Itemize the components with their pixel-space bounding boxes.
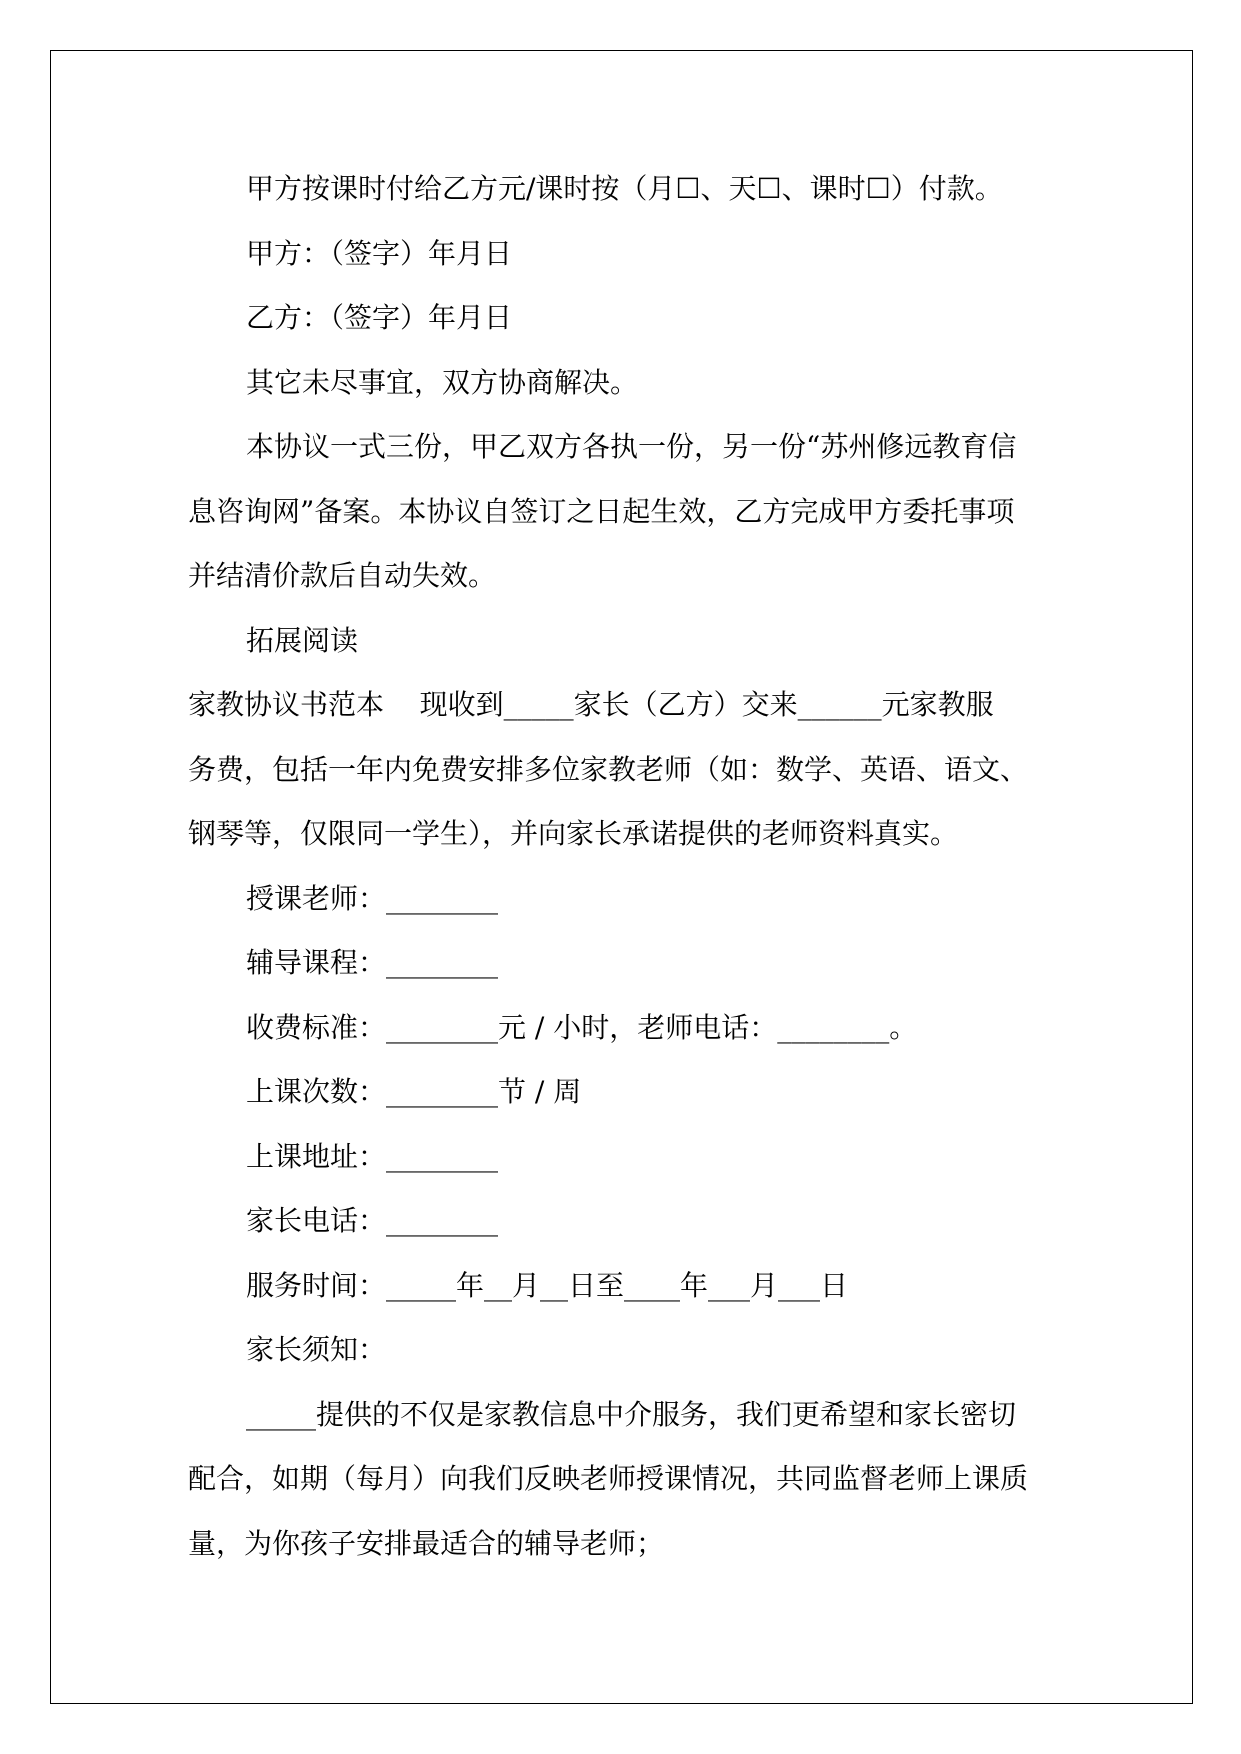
field-service-period: 服务时间：_____年__月__日至____年___月___日 (246, 1268, 849, 1302)
section-heading-extended-reading: 拓展阅读 (246, 623, 359, 657)
field-course: 辅导课程：________ (246, 946, 499, 979)
field-parent-phone: 家长电话：________ (246, 1204, 499, 1237)
paragraph-other-matters: 其它未尽事宜，双方协商解决。 (246, 365, 639, 399)
document-body (188, 157, 1088, 1576)
paragraph-notice-line-3: 量，为你孩子安排最适合的辅导老师； (188, 1526, 665, 1560)
paragraph-receipt-line-2: 务费，包括一年内免费安排多位家教老师（如：数学、英语、语文、 (188, 752, 1029, 786)
field-class-count: 上课次数：________节 / 周 (246, 1075, 582, 1108)
field-class-address: 上课地址：________ (246, 1139, 499, 1173)
field-teacher: 授课老师：________ (246, 881, 499, 915)
paragraph-notice-line-2: 配合，如期（每月）向我们反映老师授课情况，共同监督老师上课质 (188, 1462, 1029, 1495)
field-fee-standard: 收费标准：________元 / 小时，老师电话：________。 (246, 1010, 918, 1044)
paragraph-payment-terms: 甲方按课时付给乙方元/课时按（月☐、天☐、课时☐）付款。 (246, 172, 1003, 205)
paragraph-receipt-line-1: 家教协议书范本 现收到_____家长（乙方）交来______元家教服 (188, 688, 994, 721)
signature-line-party-b: 乙方：（签字）年月日 (246, 301, 513, 334)
paragraph-notice-line-1: _____提供的不仅是家教信息中介服务，我们更希望和家长密切 (246, 1397, 1017, 1431)
paragraph-copies-line-3: 并结清价款后自动失效。 (188, 559, 497, 592)
signature-line-party-a: 甲方：（签字）年月日 (246, 236, 513, 270)
paragraph-copies-line-1: 本协议一式三份，甲乙双方各执一份，另一份“苏州修远教育信 (246, 430, 1017, 463)
paragraph-copies-line-2: 息咨询网”备案。本协议自签订之日起生效，乙方完成甲方委托事项 (188, 494, 1015, 528)
paragraph-receipt-line-3: 钢琴等，仅限同一学生），并向家长承诺提供的老师资料真实。 (188, 817, 959, 850)
section-heading-parent-notice: 家长须知： (246, 1333, 387, 1366)
